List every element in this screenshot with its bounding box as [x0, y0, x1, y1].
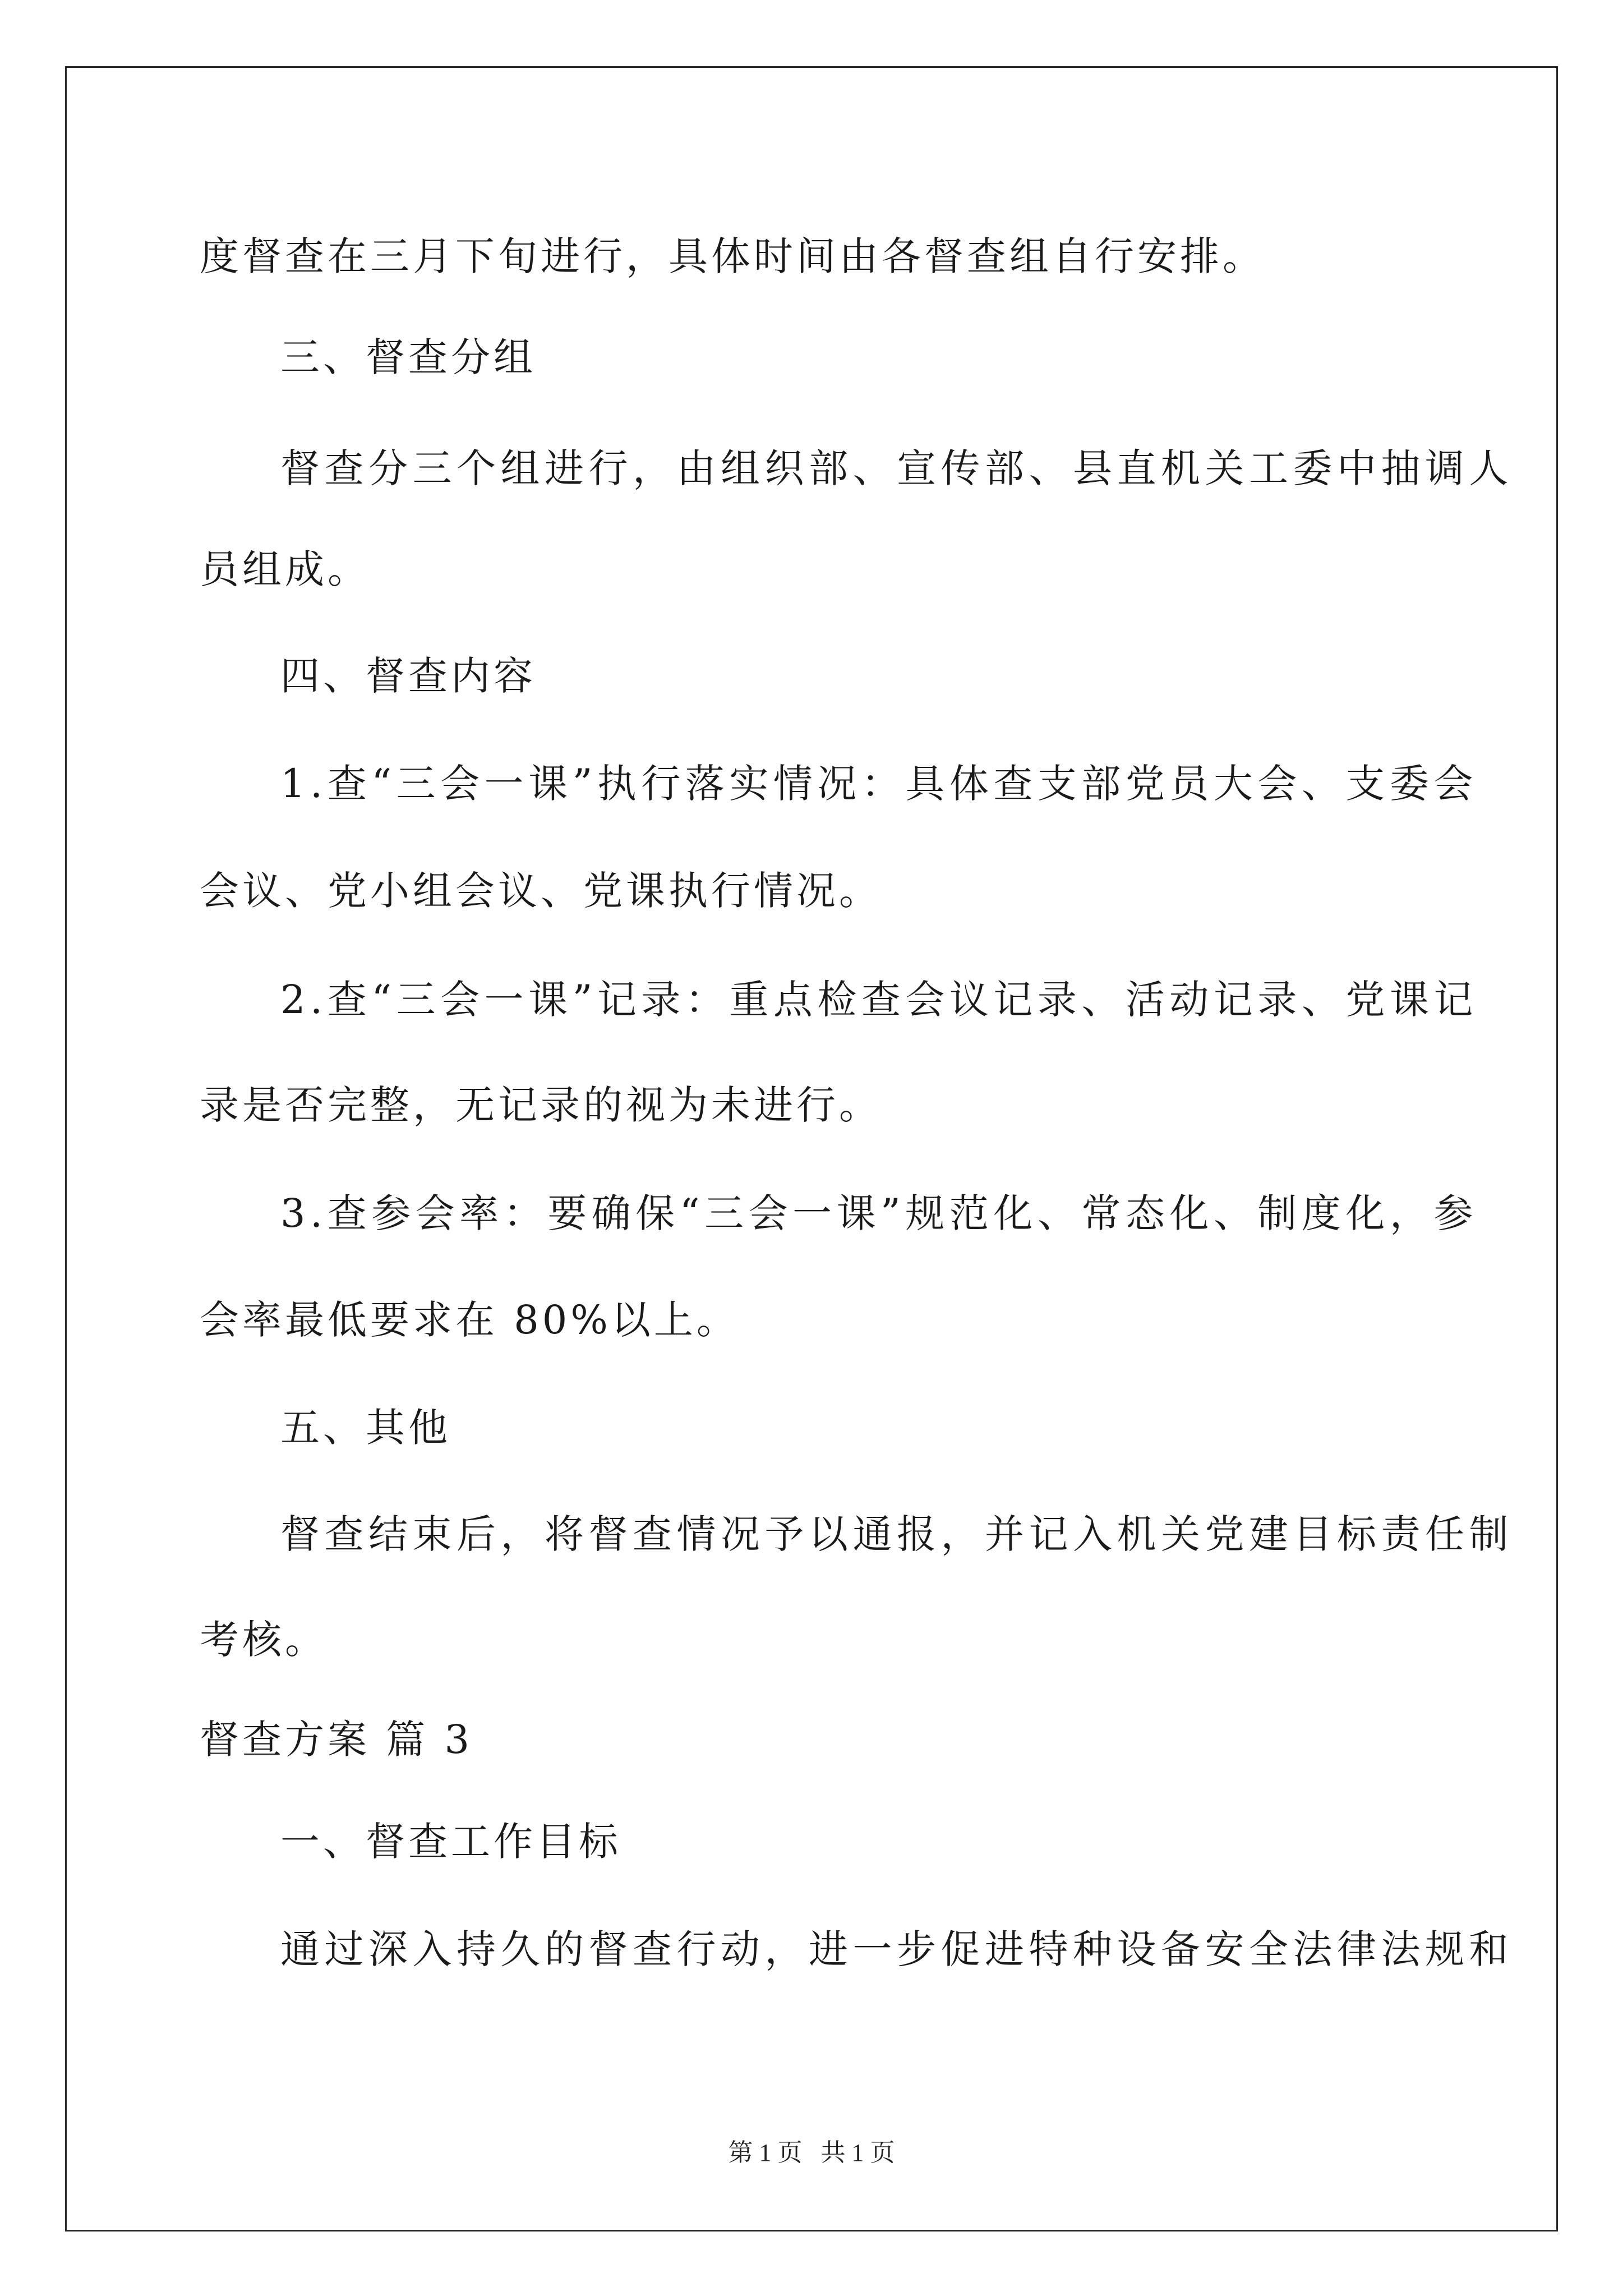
text-line-4: 员组成。 — [200, 546, 370, 592]
text-line-11: 会率最低要求在 80%以上。 — [200, 1297, 739, 1343]
text-line-10: 3.查参会率：要确保“三会一课”规范化、常态化、制度化，参 — [280, 1190, 1478, 1236]
page-border — [65, 66, 1558, 2231]
section-heading-grouping: 三、督查分组 — [280, 334, 536, 380]
section-heading-goal: 一、督查工作目标 — [280, 1819, 621, 1865]
text-line-3: 督查分三个组进行，由组织部、宣传部、县直机关工委中抽调人 — [280, 445, 1513, 491]
text-line-1: 度督查在三月下旬进行，具体时间由各督查组自行安排。 — [200, 233, 1265, 279]
text-line-14: 考核。 — [200, 1617, 328, 1663]
text-line-6: 1.查“三会一课”执行落实情况：具体查支部党员大会、支委会 — [280, 761, 1478, 807]
text-line-17: 通过深入持久的督查行动，进一步促进特种设备安全法律法规和 — [280, 1926, 1513, 1972]
page-number: 第 1 页 共 1 页 — [728, 2139, 895, 2166]
section-heading-other: 五、其他 — [280, 1405, 451, 1451]
text-line-9: 录是否完整，无记录的视为未进行。 — [200, 1082, 882, 1128]
text-line-7: 会议、党小组会议、党课执行情况。 — [200, 868, 882, 914]
text-line-8: 2.查“三会一课”记录：重点检查会议记录、活动记录、党课记 — [280, 977, 1478, 1023]
text-line-13: 督查结束后，将督查情况予以通报，并记入机关党建目标责任制 — [280, 1511, 1513, 1557]
section-heading-content: 四、督查内容 — [280, 653, 536, 699]
article-title: 督查方案 篇 3 — [200, 1717, 473, 1763]
